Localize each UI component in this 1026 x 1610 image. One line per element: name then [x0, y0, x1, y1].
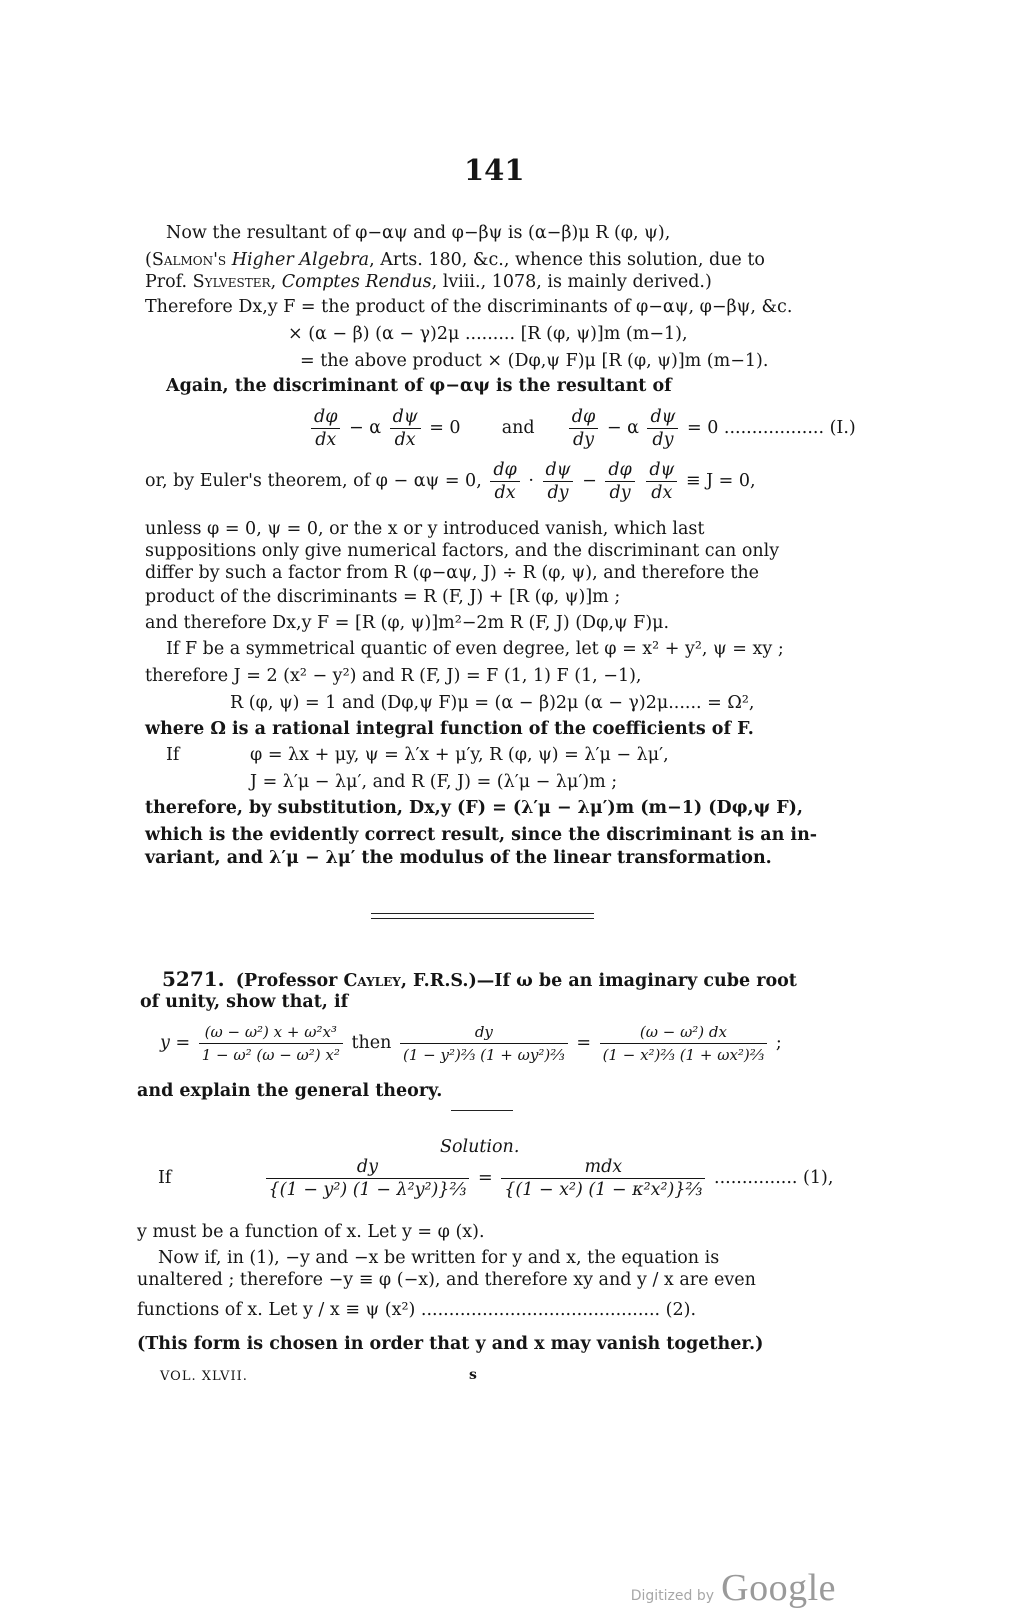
- text-line: Therefore Dx,y F = the product of the discriminants of φ−αψ, φ−βψ, &c.: [145, 297, 793, 317]
- text-line: therefore J = 2 (x² − y²) and R (F, J) = F (1, 1) F (1, −1),: [145, 666, 642, 686]
- text-line: [145, 249, 765, 271]
- text-line: of unity, show that, if: [140, 992, 349, 1012]
- text-run: ,: [270, 272, 282, 292]
- text-run: = 0 .................. (I.): [686, 418, 856, 438]
- text-line: which is the evidently correct result, since the discriminant is an in-: [145, 825, 818, 845]
- short-divider: [451, 1110, 513, 1111]
- text-line: unaltered ; therefore −y ≡ φ (−x), and therefore xy and y / x are even: [137, 1270, 756, 1290]
- journal-title: Comptes Rendus: [281, 272, 432, 292]
- text-line: and therefore Dx,y F = [R (φ, ψ)]m²−2m R (F, J) (Dφ,ψ F)μ.: [145, 613, 670, 633]
- text-line: If: [166, 745, 180, 765]
- fraction: $\frac{\text{(ω − ω²) dx}}{\text{(1 − x²)⅔ (1 + ωx²)⅔}}$: [600, 1022, 768, 1065]
- text-line: R (φ, ψ) = 1 and (Dφ,ψ F)μ = (α − β)2μ (α − γ)2μ...... = Ω²,: [230, 693, 755, 713]
- text-line: differ by such a factor from R (φ−αψ, J) ÷ R (φ, ψ), and therefore the: [145, 563, 760, 583]
- operator: ;: [775, 1033, 782, 1053]
- text-line: product of the discriminants = R (F, J) + [R (φ, ψ)]m ;: [145, 587, 621, 607]
- operator: −: [582, 471, 597, 491]
- page-number: 141: [464, 153, 525, 187]
- text-run: y =: [160, 1033, 191, 1053]
- text-line: φ = λx + μy, ψ = λ′x + μ′y, R (φ, ψ) = λ′μ − λμ′,: [250, 745, 669, 765]
- text-run: , F.R.S.)—If ω be an imaginary cube root: [400, 971, 797, 991]
- volume-label: VOL. XLVII.: [160, 1369, 248, 1384]
- fraction: $\frac{d\psi}{dy}$: [647, 407, 678, 450]
- text-run: ≡ J = 0,: [685, 471, 756, 491]
- text-line: and explain the general theory.: [137, 1081, 443, 1101]
- text-run: or, by Euler's theorem, of φ − αψ = 0,: [145, 471, 482, 491]
- fraction: $\frac{d\varphi}{dy}$: [569, 407, 598, 450]
- text-run: (: [145, 250, 152, 270]
- section-divider: [371, 913, 594, 914]
- text-run: Prof.: [145, 272, 193, 292]
- text-line: suppositions only give numerical factors, and the discriminant can only: [145, 541, 780, 561]
- text-run: , Arts. 180, &c., whence this solution, due to: [369, 250, 765, 270]
- fraction: $\frac{dy}{\text{\{(1 − y²) (1 − λ²y²)\}⅔}}$: [266, 1157, 470, 1200]
- fraction: $\frac{dy}{\text{(1 − y²)⅔ (1 + ωy²)⅔}}$: [400, 1022, 568, 1065]
- equation-I: [308, 407, 856, 450]
- fraction: $\frac{\text{mdx}}{\text{\{(1 − x²) (1 − κ²x²)\}⅔}}$: [501, 1157, 705, 1200]
- fraction: $\frac{d\psi}{dx}$: [646, 460, 677, 503]
- euler-equation: [145, 460, 756, 503]
- solution-heading: Solution.: [440, 1137, 520, 1157]
- problem-equation: [160, 1022, 782, 1065]
- fraction: $\frac{\text{(ω − ω²) x + ω²x³}}{\text{1 − ω² (ω − ω²) x²}}$: [199, 1022, 343, 1065]
- text-run: If: [158, 1168, 172, 1188]
- digitized-watermark: [631, 1566, 836, 1610]
- operator: ·: [528, 471, 534, 491]
- author-name: Sylvester: [192, 272, 271, 292]
- operator: − α: [606, 418, 639, 438]
- text-line: × (α − β) (α − γ)2μ ......... [R (φ, ψ)]m (m−1),: [288, 324, 688, 344]
- text-line: y must be a function of x. Let y = φ (x).: [137, 1222, 485, 1242]
- solution-equation: [158, 1157, 833, 1200]
- fraction: $\frac{d\varphi}{dx}$: [311, 407, 340, 450]
- book-title: Higher Algebra: [231, 250, 370, 270]
- text-line: variant, and λ′μ − λμ′ the modulus of the linear transformation.: [145, 848, 772, 868]
- text-run: and: [501, 418, 535, 438]
- text-line: Again, the discriminant of φ−αψ is the resultant of: [166, 376, 672, 396]
- text-line: where Ω is a rational integral function of the coefficients of F.: [145, 719, 754, 739]
- problem-heading: [162, 968, 797, 992]
- text-line: therefore, by substitution, Dx,y (F) = (λ′μ − λμ′)m (m−1) (Dφ,ψ F),: [145, 798, 804, 818]
- fraction: $\frac{d\psi}{dy}$: [543, 460, 574, 503]
- author-name: Salmon's: [151, 250, 227, 270]
- text-run: then: [351, 1033, 392, 1053]
- text-line: J = λ′μ − λμ′, and R (F, J) = (λ′μ − λμ′)m ;: [250, 772, 618, 792]
- author-name: Cayley: [343, 971, 401, 991]
- text-run: , lviii., 1078, is mainly derived.): [431, 272, 712, 292]
- operator: − α: [349, 418, 382, 438]
- text-run: (Professor: [235, 971, 344, 991]
- text-line: functions of x. Let y / x ≡ ψ (x²) ........................................... (2).: [137, 1300, 697, 1320]
- operator: = 0: [429, 418, 461, 438]
- operator: =: [477, 1168, 493, 1188]
- watermark-prefix: Digitized by: [630, 1588, 715, 1604]
- text-line: (This form is chosen in order that y and x may vanish together.): [137, 1334, 764, 1354]
- operator: =: [576, 1033, 591, 1053]
- fraction: $\frac{d\psi}{dx}$: [390, 407, 421, 450]
- fraction: $\frac{d\varphi}{dy}$: [605, 460, 634, 503]
- text-run: ............... (1),: [714, 1168, 834, 1188]
- text-line: Now if, in (1), −y and −x be written for y and x, the equation is: [158, 1248, 720, 1268]
- text-line: Now the resultant of φ−αψ and φ−βψ is (α−β)μ R (φ, ψ),: [166, 223, 671, 243]
- problem-number: 5271.: [162, 967, 225, 991]
- text-line: If F be a symmetrical quantic of even degree, let φ = x² + y², ψ = xy ;: [166, 639, 784, 659]
- fraction: $\frac{d\varphi}{dx}$: [490, 460, 519, 503]
- text-line: unless φ = 0, ψ = 0, or the x or y introduced vanish, which last: [145, 519, 705, 539]
- signature-mark: s: [469, 1367, 477, 1383]
- text-line: [145, 271, 712, 293]
- section-divider: [371, 918, 594, 919]
- text-line: = the above product × (Dφ,ψ F)μ [R (φ, ψ)]m (m−1).: [300, 351, 769, 371]
- google-logo: Google: [721, 1567, 836, 1609]
